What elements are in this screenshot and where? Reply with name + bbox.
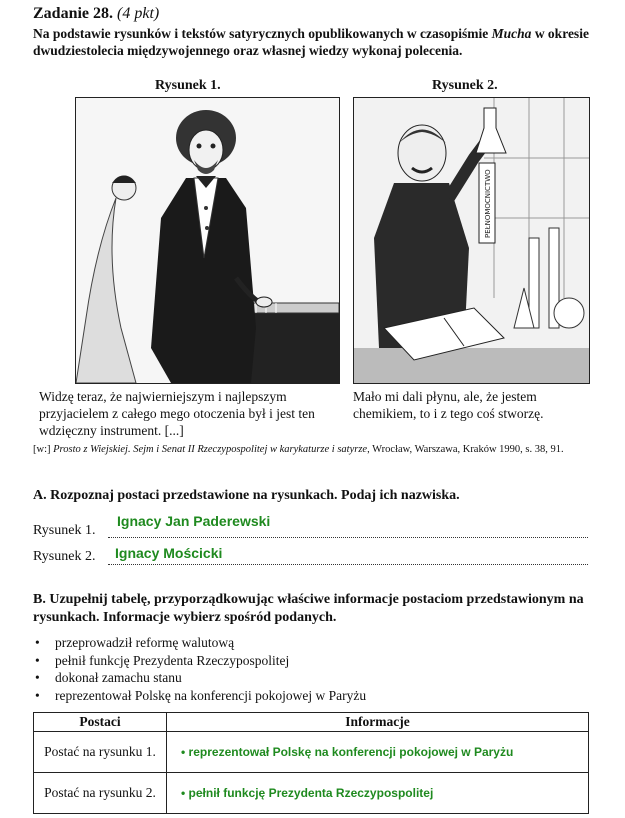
part-a-row-1-label: Rysunek 1. [33, 523, 96, 538]
source-title: Prosto z Wiejskiej. Sejm i Senat II Rzeczypospolitej w karykaturze i satyrze [53, 444, 368, 455]
task-number: Zadanie 28. [33, 5, 114, 22]
table-answer-1[interactable]: reprezentował Polskę na konferencji pokojowej w Paryżu [188, 745, 514, 759]
task-title [33, 5, 159, 23]
figure-1-label: Rysunek 1. [155, 78, 221, 93]
part-a-row-1-line [108, 536, 588, 538]
part-a-row-2-line [108, 563, 588, 565]
part-b-options [33, 634, 366, 704]
magazine-name: Mucha [491, 26, 532, 41]
table-row [34, 773, 589, 814]
figure-2-caption: Mało mi dali płynu, ale, że jestem chemikiem, to i z tego coś stworzę. [353, 389, 544, 421]
part-a-row-2-label: Rysunek 2. [33, 549, 96, 564]
table-cell-info[interactable]: • reprezentował Polskę na konferencji pokojowej w Paryżu [167, 732, 589, 773]
paderewski-drawing [76, 98, 339, 383]
figure-2-label: Rysunek 2. [432, 78, 498, 93]
table-header-row [34, 713, 589, 732]
option-item: • pełnił funkcję Prezydenta Rzeczypospolitej [33, 652, 366, 670]
table-cell-who: Postać na rysunku 2. [34, 773, 167, 814]
part-a-question: A. Rozpoznaj postaci przedstawione na rysunkach. Podaj ich nazwiska. [33, 488, 460, 503]
table-header-people: Postaci [34, 713, 167, 732]
source-prefix: [w:] [33, 444, 51, 455]
source-citation [33, 443, 593, 456]
table-header-info: Informacje [167, 713, 589, 732]
table-row [34, 732, 589, 773]
part-a-row-1-answer[interactable]: Ignacy Jan Paderewski [117, 513, 271, 529]
source-rest: , Wrocław, Warszawa, Kraków 1990, s. 38, 91. [367, 444, 564, 455]
option-item: • reprezentował Polskę na konferencji pokojowej w Paryżu [33, 687, 366, 705]
option-item: • dokonał zamachu stanu [33, 669, 366, 687]
figure-1-caption: Widzę teraz, że najwierniejszym i najlepszym przyjacielem z całego mego otoczenia był i jest ten wdzięczny instrument. [...] [39, 389, 315, 438]
option-item: • przeprowadził reformę walutową [33, 634, 366, 652]
part-b-question: B. Uzupełnij tabelę, przyporządkowując właściwe informacje postaciom przedstawionym na rysunkach. Informacje wybierz spośród podanych. [33, 592, 584, 625]
moscicki-drawing [354, 98, 589, 383]
intro-prefix: Na podstawie rysunków i tekstów satyrycznych opublikowanych w czasopiśmie [33, 26, 489, 41]
intro-suffix: w okresie dwudziestolecia międzywojennego oraz własnej wiedzy wykonaj polecenia. [33, 26, 589, 58]
figure-2-caricature [353, 97, 590, 384]
table-cell-info[interactable]: • pełnił funkcję Prezydenta Rzeczypospolitej [167, 773, 589, 814]
part-a-row-2-answer[interactable]: Ignacy Mościcki [115, 545, 223, 561]
answer-table [33, 712, 589, 814]
table-answer-2[interactable]: pełnił funkcję Prezydenta Rzeczypospolitej [188, 786, 434, 800]
figure-1-caricature [75, 97, 340, 384]
table-cell-who: Postać na rysunku 1. [34, 732, 167, 773]
figure-2-document-text: PEŁNOMOCNICTWO [484, 169, 492, 238]
task-intro [33, 25, 593, 59]
task-points: (4 pkt) [117, 5, 160, 22]
